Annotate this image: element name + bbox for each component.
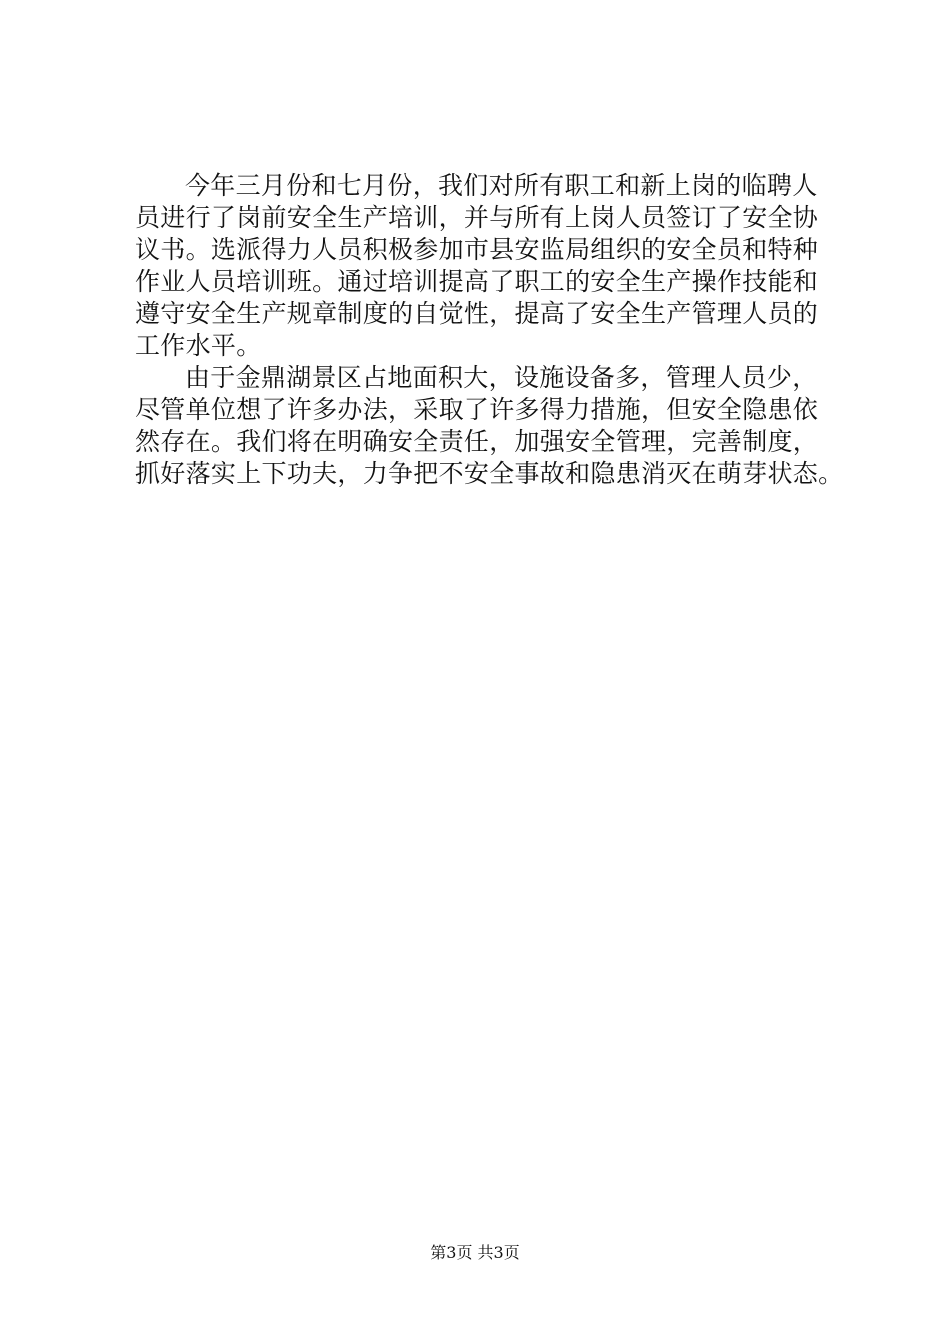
paragraph-line: 今年三月份和七月份，我们对所有职工和新上岗的临聘人	[185, 171, 818, 200]
paragraph-1	[135, 170, 825, 362]
paragraph-line: 工作水平。	[135, 331, 262, 360]
paragraph-line: 抓好落实上下功夫，力争把不安全事故和隐患消灭在萌芽状态。	[135, 459, 844, 488]
page-number-footer: 第3页 共3页	[430, 1243, 520, 1262]
paragraph-line: 然存在。我们将在明确安全责任，加强安全管理，完善制度，	[135, 427, 819, 456]
paragraph-line: 议书。选派得力人员积极参加市县安监局组织的安全员和特种	[135, 235, 819, 264]
paragraph-line: 遵守安全生产规章制度的自觉性，提高了安全生产管理人员的	[135, 299, 819, 328]
document-body	[135, 170, 844, 490]
paragraph-line: 作业人员培训班。通过培训提高了职工的安全生产操作技能和	[135, 267, 819, 296]
paragraph-line: 员进行了岗前安全生产培训，并与所有上岗人员签订了安全协	[135, 203, 819, 232]
paragraph-2	[135, 362, 844, 490]
paragraph-line: 由于金鼎湖景区占地面积大，设施设备多，管理人员少，	[185, 363, 818, 392]
paragraph-line: 尽管单位想了许多办法，采取了许多得力措施，但安全隐患依	[135, 395, 819, 424]
